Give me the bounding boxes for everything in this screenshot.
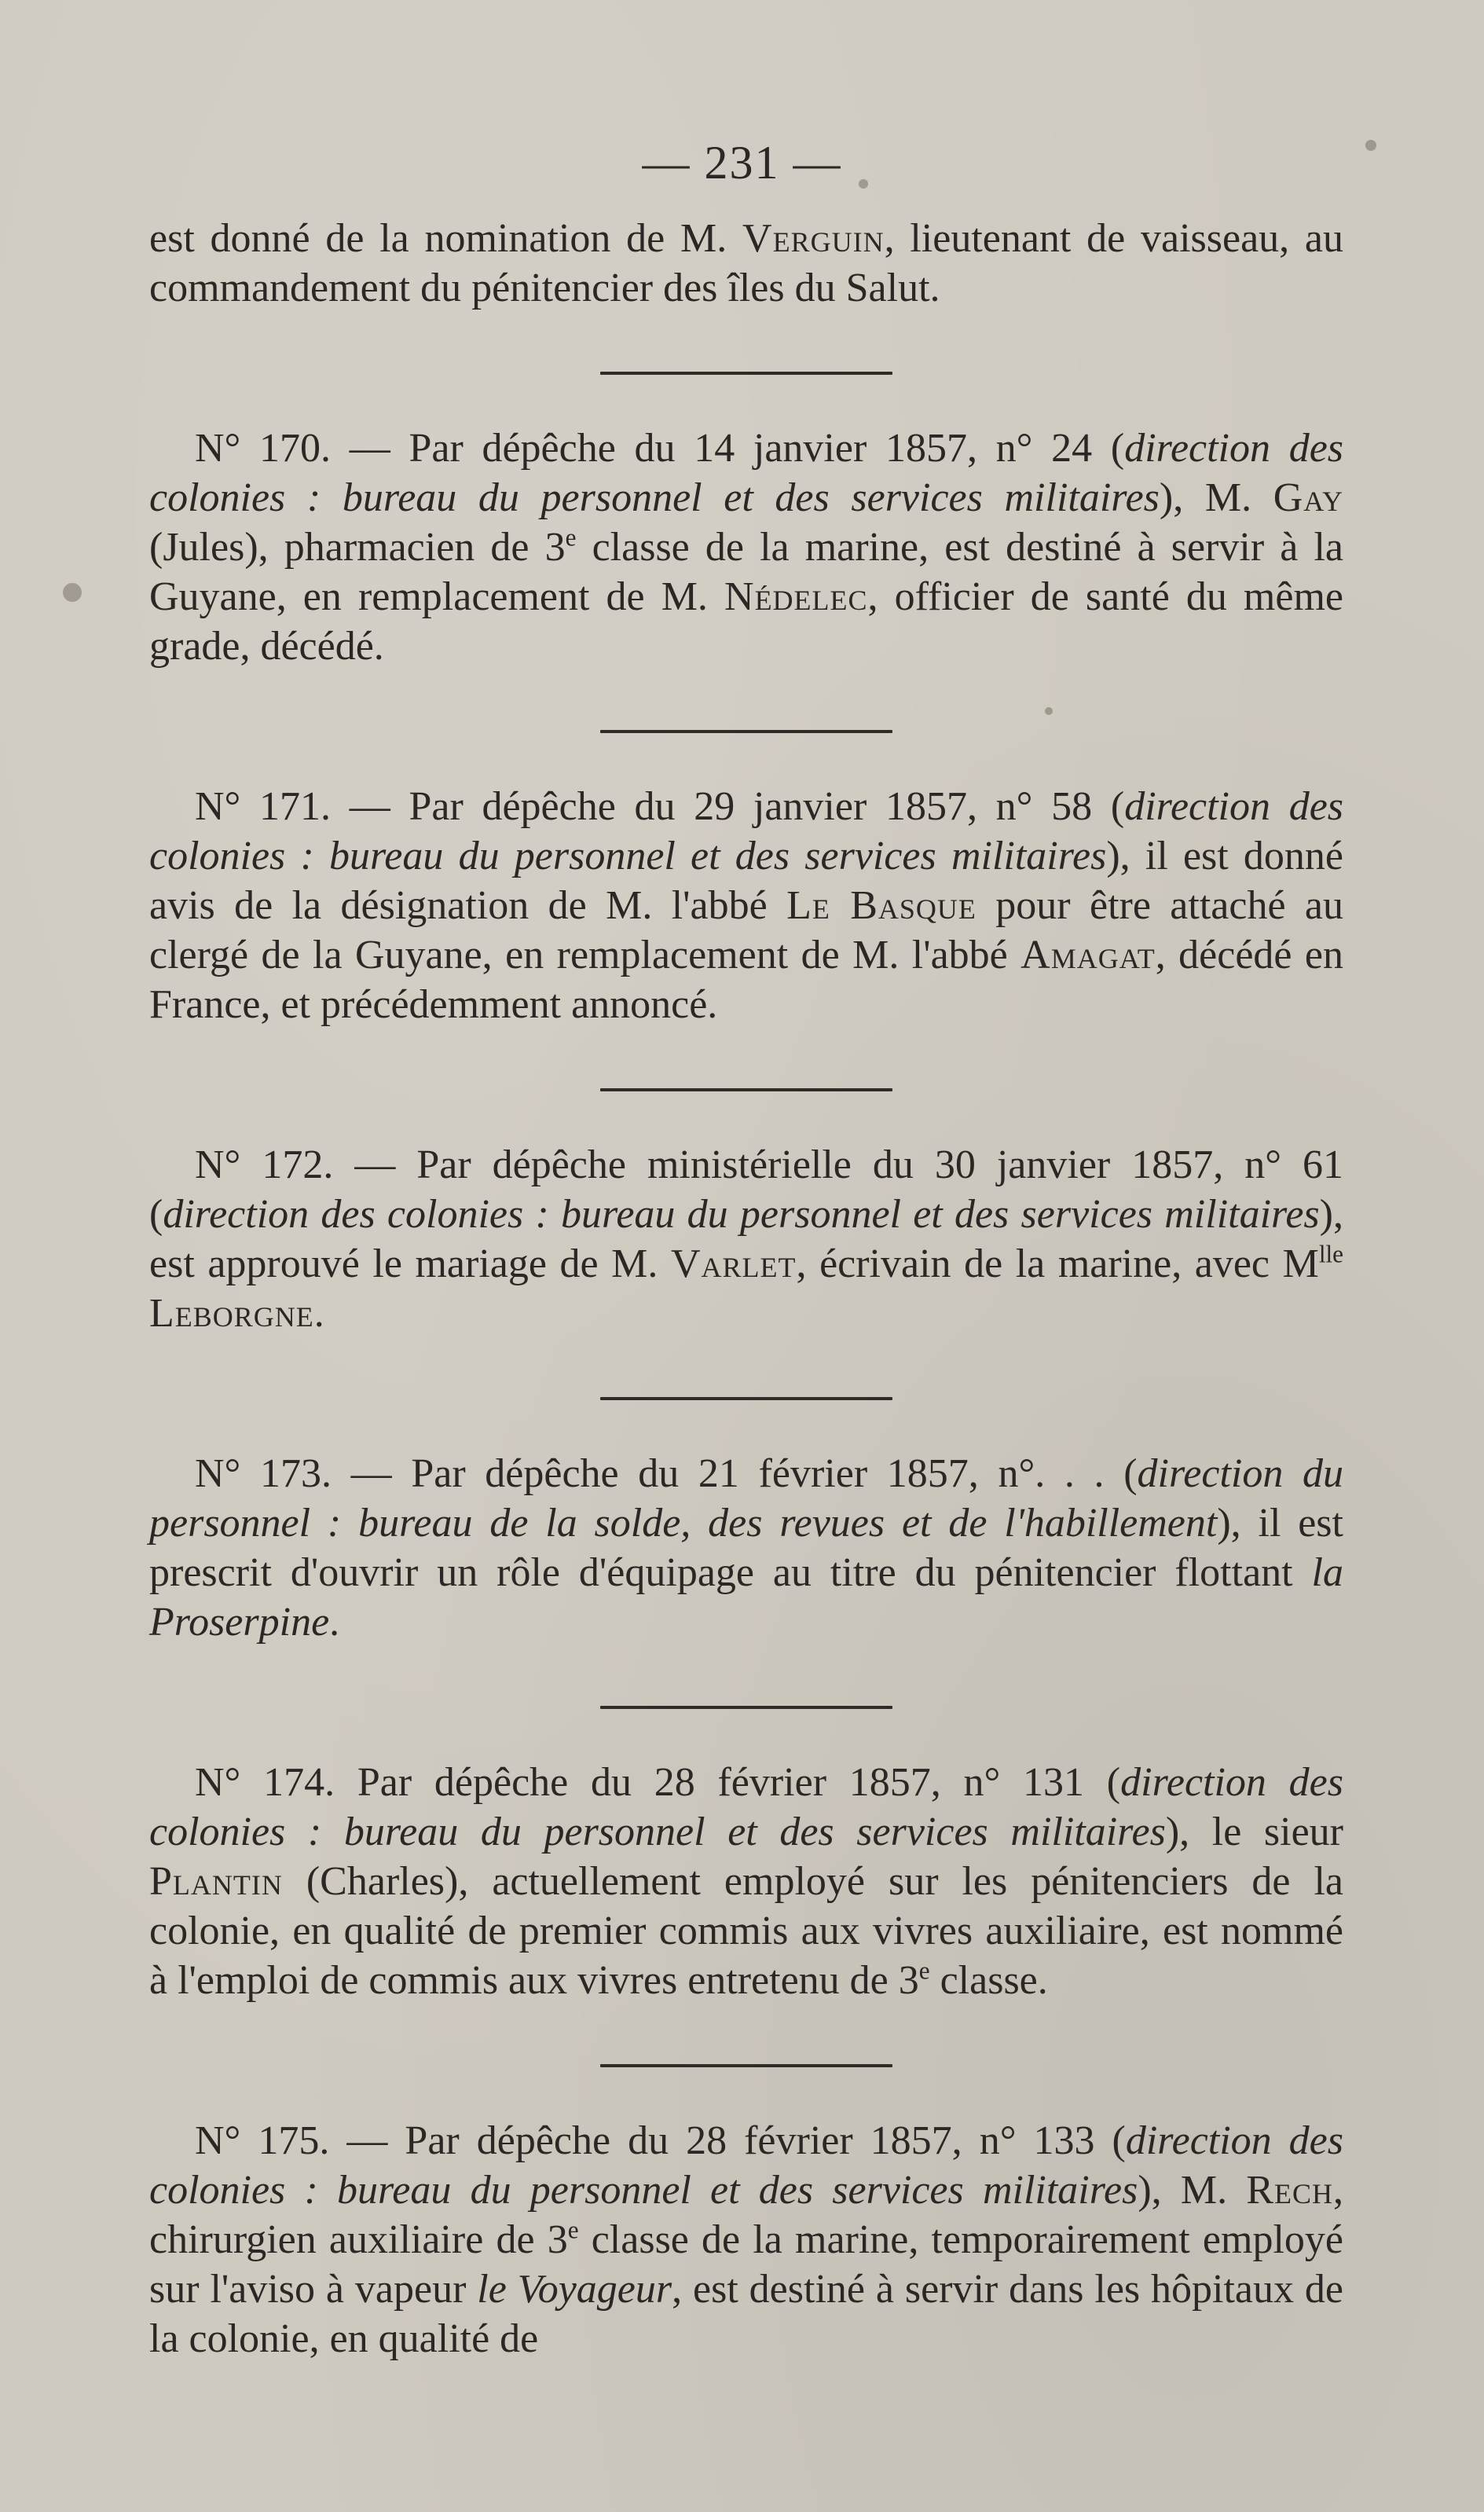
text-run: , chirurgien auxiliaire de 3 <box>149 2168 1343 2262</box>
italic-text: direction des colonies : bureau du personnel et des services militaires <box>149 784 1344 878</box>
ink-speck <box>63 583 82 602</box>
superscript: e <box>918 1956 930 1985</box>
text-run: ), il est donné avis de la désignation de M. l'abbé <box>149 834 1343 928</box>
paragraph-n174 <box>149 1758 1343 2005</box>
italic-text: direction des colonies : bureau du personnel et des services militaires <box>149 1760 1343 1854</box>
proper-name: Amagat <box>1020 933 1156 977</box>
page-number: — 231 — <box>642 137 842 189</box>
italic-text: la Proserpine <box>149 1550 1343 1645</box>
text-run: ), M. <box>1159 475 1273 520</box>
text-run: pour être attaché au clergé de la Guyane, en remplacement de M. l'abbé <box>149 883 1343 977</box>
superscript: e <box>567 2216 579 2244</box>
text-run: ), le sieur <box>1165 1810 1343 1854</box>
superscript: e <box>565 523 577 552</box>
text-run: classe de la marine, est destiné à servir à la Guyane, en remplacement de M. <box>149 525 1343 619</box>
text-run: (Charles), actuellement employé sur les pénitenciers de la colonie, en qualité de premier commis aux vivres auxiliaire, est nommé à l'emploi de commis aux vivres entretenu de 3 <box>149 1859 1343 2003</box>
proper-name: Gay <box>1273 475 1343 520</box>
text-run: N° 173. — Par dépêche du 21 février 1857, n°. . . ( <box>195 1451 1138 1496</box>
italic-text: direction des colonies : bureau du personnel et des services militaires <box>149 2118 1344 2213</box>
text-run: , décédé en France, et précédemment annoncé. <box>149 933 1344 1027</box>
paragraph-n175 <box>149 2116 1343 2363</box>
proper-name: Rech <box>1246 2168 1333 2213</box>
italic-text: direction des colonies : bureau du personnel et des services militaires <box>149 426 1344 520</box>
superscript: lle <box>1318 1240 1343 1268</box>
text-run: N° 175. — Par dépêche du 28 février 1857, n° 133 ( <box>195 2118 1126 2163</box>
proper-name: Varlet <box>670 1241 797 1286</box>
proper-name: Leborgne <box>149 1291 314 1336</box>
text-run: (Jules), pharmacien de 3 <box>149 525 566 570</box>
paragraph-n171 <box>149 782 1343 1029</box>
text-run: N° 174. Par dépêche du 28 février 1857, n° 131 ( <box>195 1760 1121 1805</box>
text-run: ), il est prescrit d'ouvrir un rôle d'équipage au titre du pénitencier flottant <box>149 1501 1343 1595</box>
paragraph-n172 <box>149 1140 1343 1338</box>
paragraph-n170 <box>149 424 1343 671</box>
paragraph-n173 <box>149 1449 1343 1647</box>
text-run: , lieutenant de vaisseau, au commandement du pénitencier des îles du Salut. <box>149 216 1344 310</box>
text-run: classe. <box>929 1958 1048 2003</box>
italic-text: direction des colonies : bureau du personnel et des services militaires <box>163 1192 1320 1237</box>
proper-name: Verguin <box>742 216 885 261</box>
text-run: N° 172. — Par dépêche ministérielle du 30 janvier 1857, n° 61 ( <box>149 1142 1343 1237</box>
italic-text: le Voyageur <box>477 2267 672 2312</box>
paragraph-intro <box>149 214 1343 313</box>
text-run: ), M. <box>1138 2168 1247 2213</box>
text-run: , est destiné à servir dans les hôpitaux de la colonie, en qualité de <box>149 2267 1343 2361</box>
proper-name: Nédelec <box>724 574 868 619</box>
italic-text: direction du personnel : bureau de la solde, des revues et de l'habillement <box>149 1451 1343 1546</box>
text-column <box>149 214 1343 2363</box>
text-run: , écrivain de la marine, avec M <box>796 1241 1319 1286</box>
text-run: . <box>329 1600 340 1645</box>
text-run: . <box>313 1291 324 1336</box>
text-run: classe de la marine, temporairement employé sur l'aviso à vapeur <box>149 2217 1343 2312</box>
proper-name: Plantin <box>149 1859 283 1904</box>
text-run: ), est approuvé le mariage de M. <box>149 1192 1343 1286</box>
text-run: N° 171. — Par dépêche du 29 janvier 1857, n° 58 ( <box>195 784 1125 829</box>
text-run: est donné de la nomination de M. <box>149 216 743 261</box>
proper-name: Le Basque <box>786 883 977 928</box>
text-run: N° 170. — Par dépêche du 14 janvier 1857, n° 24 ( <box>195 426 1125 471</box>
text-run: , officier de santé du même grade, décédé. <box>149 574 1343 669</box>
